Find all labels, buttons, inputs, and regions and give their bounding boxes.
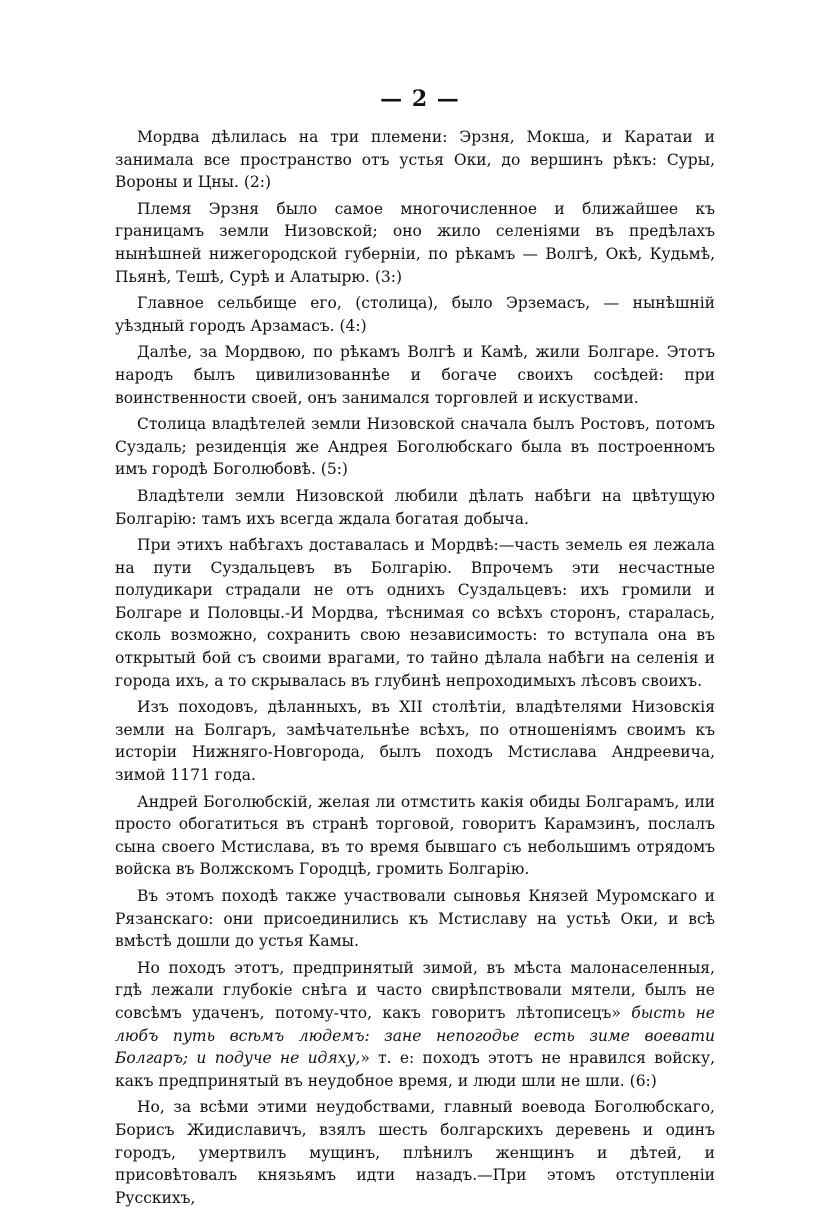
paragraph-7: При этихъ набѣгахъ доставалась и Мордвѣ:—часть земель ея лежала на пути Суздальцевъ въ Болгарію. Впрочемъ эти несчастные полудикари страдали не отъ однихъ Суздальцевъ: ихъ громили и Болгаре и Половцы.-И Мордва, тѣснимая со всѣхъ сторонъ, старалась, сколь возможно, сохранить свою независимость: то вступала она въ открытый бой съ своими врагами, то тайно дѣлала набѣги на селенія и города ихъ, а то скрывалась въ глубинѣ непроходимыхъ лѣсовъ своихъ. — [115, 536, 715, 690]
paragraph-10: Въ этомъ походѣ также участвовали сыновья Князей Муромскаго и Рязанскаго: они присоединились къ Мстиславу на устьѣ Оки, и всѣ вмѣстѣ дошли до устья Камы. — [115, 887, 715, 951]
paragraph-9: Андрей Боголюбскій, желая ли отмстить какія обиды Болгарамъ, или просто обогатиться въ странѣ торговой, говоритъ Карамзинъ, послалъ сына своего Мстислава, въ то время бывшаго съ небольшимъ отрядомъ войска въ Волжскомъ Городцѣ, громить Болгарію. — [115, 792, 715, 879]
paragraph-8: Изъ походовъ, дѣланныхъ, въ XII столѣтіи, владѣтелями Низовскія земли на Болгаръ, замѣчательнѣе всѣхъ, по отношеніямъ своимъ къ исторіи Нижняго-Новгорода, былъ походъ Мстислава Андреевича, зимой 1171 года. — [115, 698, 715, 785]
text-body — [115, 126, 715, 1209]
paragraph-11 — [115, 957, 715, 1093]
page-number: — 2 — — [380, 86, 460, 112]
paragraph-6: Владѣтели земли Низовской любили дѣлать набѣги на цвѣтущую Болгарію: тамъ ихъ всегда ждала богатая добыча. — [115, 486, 715, 528]
paragraph-12: Но, за всѣми этими неудобствами, главный воевода Боголюбскаго, Борисъ Жидиславичъ, взялъ шесть болгарскихъ деревень и одинъ городъ, умертвилъ мущинъ, плѣнилъ женщинъ и дѣтей, и присовѣтовалъ князьямъ идти назадъ.—При этомъ отступленіи Русскихъ, — [115, 1098, 715, 1207]
paragraph-2: Племя Эрзня было самое многочисленное и ближайшее къ границамъ земли Низовской; оно жило селеніями въ предѣлахъ нынѣшней нижегородской губерніи, по рѣкамъ — Волгѣ, Окѣ, Кудьмѣ, Пьянѣ, Тешѣ, Сурѣ и Алатырю. (3:) — [115, 199, 715, 286]
paragraph-3: Главное сельбище его, (столица), было Эрземасъ, — нынѣшній уѣздный городъ Арзамасъ. (4:) — [115, 294, 715, 335]
paragraph-5: Столица владѣтелей земли Низовской сначала былъ Ростовъ, потомъ Суздаль; резиденція же Андрея Боголюбскаго была въ построенномъ имъ городѣ Боголюбовѣ. (5:) — [115, 415, 715, 479]
paragraph-4: Далѣе, за Мордвою, по рѣкамъ Волгѣ и Камѣ, жили Болгаре. Этотъ народъ былъ цивилизованнѣе и богаче своихъ сосѣдей: при воинственности своей, онъ занимался торговлей и искуствами. — [115, 343, 715, 407]
chronicle-quote: бысть не любъ путь всѣмъ людемъ: зане непогодье есть зиме воевати Болгаръ; и подуче не идяху, — [115, 1003, 715, 1068]
paragraph-11-text-before: Но походъ этотъ, предпринятый зимой, въ мѣста малонаселенныя, гдѣ лежали глубокіе снѣга и часто свирѣпствовали мятели, былъ не совсѣмъ удаченъ, потому-что, какъ говоритъ лѣтописецъ» — [115, 958, 715, 1022]
paragraph-11-text-after: » т. е: походъ этотъ не нравился войску, какъ предпринятый въ неудобное время, и люди шли не шли. (6:) — [115, 1049, 715, 1090]
paragraph-1: Мордва дѣлилась на три племени: Эрзня, Мокша, и Каратаи и занимала все пространство отъ устья Оки, до вершинъ рѣкъ: Суры, Вороны и Цны. (2:) — [115, 128, 715, 192]
